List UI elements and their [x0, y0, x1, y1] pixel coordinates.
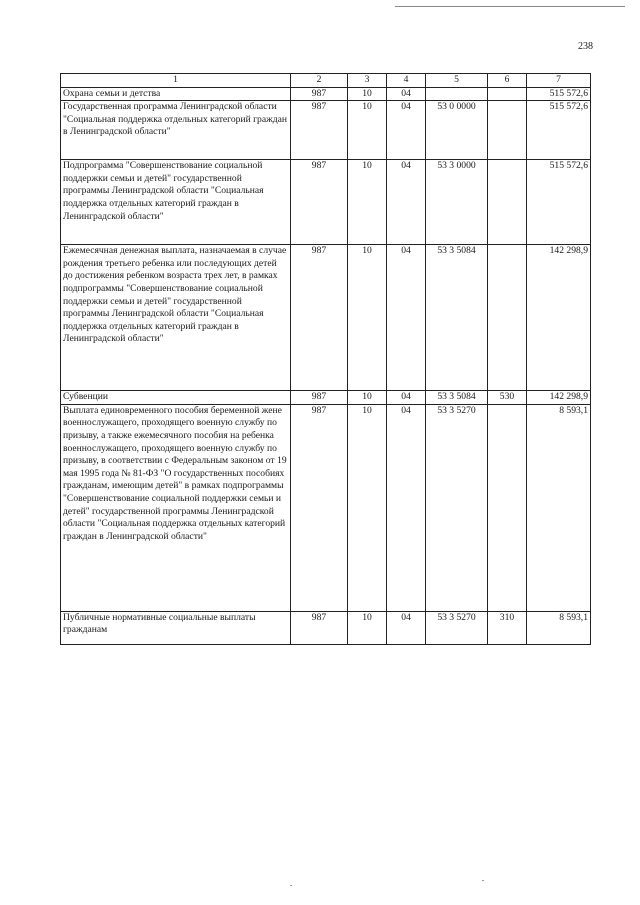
target-code-cell: 53 3 5270 [426, 404, 488, 611]
table-row [61, 87, 591, 101]
header-cell: 4 [387, 74, 426, 88]
table-row [61, 391, 591, 405]
row-name-cell: Выплата единовременного пособия беременной жене военнослужащего, проходящего военную службу по призыву, а также ежемесячного пособия на ребенка военнослужащего, проходящего военную службу по призыву, в соответствии с Федеральным законом от 19 мая 1995 года № 81-ФЗ "О государственных пособиях гражданам, имеющим детей" в рамках подпрограммы "Совершенствование социальной поддержки семьи и детей" государственной программы Ленинградской области "Социальная поддержка отдельных категорий граждан в Ленинградской области" [61, 404, 291, 611]
section-code-cell: 10 [348, 391, 387, 405]
target-code-cell: 53 3 5084 [426, 391, 488, 405]
amount-cell: 8 593,1 [527, 404, 591, 611]
row-name-cell: Публичные нормативные социальные выплаты гражданам [61, 611, 291, 644]
target-code-cell: 53 0 0000 [426, 101, 488, 160]
subsection-code-cell: 04 [387, 611, 426, 644]
row-name-cell: Государственная программа Ленинградской области "Социальная поддержка отдельных категорий граждан в Ленинградской области" [61, 101, 291, 160]
amount-cell: 515 572,6 [527, 160, 591, 245]
scan-speck [482, 880, 484, 881]
row-name-cell: Охрана семьи и детства [61, 87, 291, 101]
amount-cell: 515 572,6 [527, 87, 591, 101]
header-cell: 2 [291, 74, 348, 88]
header-cell: 3 [348, 74, 387, 88]
admin-code-cell: 987 [291, 404, 348, 611]
section-code-cell: 10 [348, 87, 387, 101]
target-code-cell [426, 87, 488, 101]
subsection-code-cell: 04 [387, 391, 426, 405]
row-name-cell: Субвенции [61, 391, 291, 405]
section-code-cell: 10 [348, 245, 387, 391]
type-code-cell [488, 245, 527, 391]
type-code-cell [488, 404, 527, 611]
target-code-cell: 53 3 5270 [426, 611, 488, 644]
subsection-code-cell: 04 [387, 160, 426, 245]
admin-code-cell: 987 [291, 391, 348, 405]
table-row [61, 245, 591, 391]
type-code-cell [488, 160, 527, 245]
table-row [61, 160, 591, 245]
row-name-cell: Подпрограмма "Совершенствование социальной поддержки семьи и детей" государственной программы Ленинградской области "Социальная поддержка отдельных категорий граждан в Ленинградской области" [61, 160, 291, 245]
subsection-code-cell: 04 [387, 404, 426, 611]
target-code-cell: 53 3 5084 [426, 245, 488, 391]
admin-code-cell: 987 [291, 87, 348, 101]
subsection-code-cell: 04 [387, 245, 426, 391]
admin-code-cell: 987 [291, 160, 348, 245]
header-row [61, 74, 591, 88]
amount-cell: 8 593,1 [527, 611, 591, 644]
table-row [61, 101, 591, 160]
section-code-cell: 10 [348, 404, 387, 611]
type-code-cell: 530 [488, 391, 527, 405]
type-code-cell: 310 [488, 611, 527, 644]
target-code-cell: 53 3 0000 [426, 160, 488, 245]
scan-speck [290, 885, 292, 886]
header-cell: 7 [527, 74, 591, 88]
header-cell: 6 [488, 74, 527, 88]
admin-code-cell: 987 [291, 245, 348, 391]
type-code-cell [488, 87, 527, 101]
admin-code-cell: 987 [291, 101, 348, 160]
row-name-cell: Ежемесячная денежная выплата, назначаемая в случае рождения третьего ребенка или последующих детей до достижения ребенком возраста трех лет, в рамках подпрограммы "Совершенствование социальной поддержки семьи и детей" государственной программы Ленинградской области "Социальная поддержка отдельных категорий граждан в Ленинградской области" [61, 245, 291, 391]
subsection-code-cell: 04 [387, 101, 426, 160]
section-code-cell: 10 [348, 160, 387, 245]
amount-cell: 142 298,9 [527, 391, 591, 405]
admin-code-cell: 987 [291, 611, 348, 644]
header-cell: 1 [61, 74, 291, 88]
section-code-cell: 10 [348, 101, 387, 160]
table-row [61, 404, 591, 611]
budget-table [60, 73, 591, 645]
header-cell: 5 [426, 74, 488, 88]
type-code-cell [488, 101, 527, 160]
section-code-cell: 10 [348, 611, 387, 644]
amount-cell: 515 572,6 [527, 101, 591, 160]
amount-cell: 142 298,9 [527, 245, 591, 391]
table-row [61, 611, 591, 644]
page-number: 238 [578, 41, 593, 52]
subsection-code-cell: 04 [387, 87, 426, 101]
scan-line [395, 6, 625, 7]
